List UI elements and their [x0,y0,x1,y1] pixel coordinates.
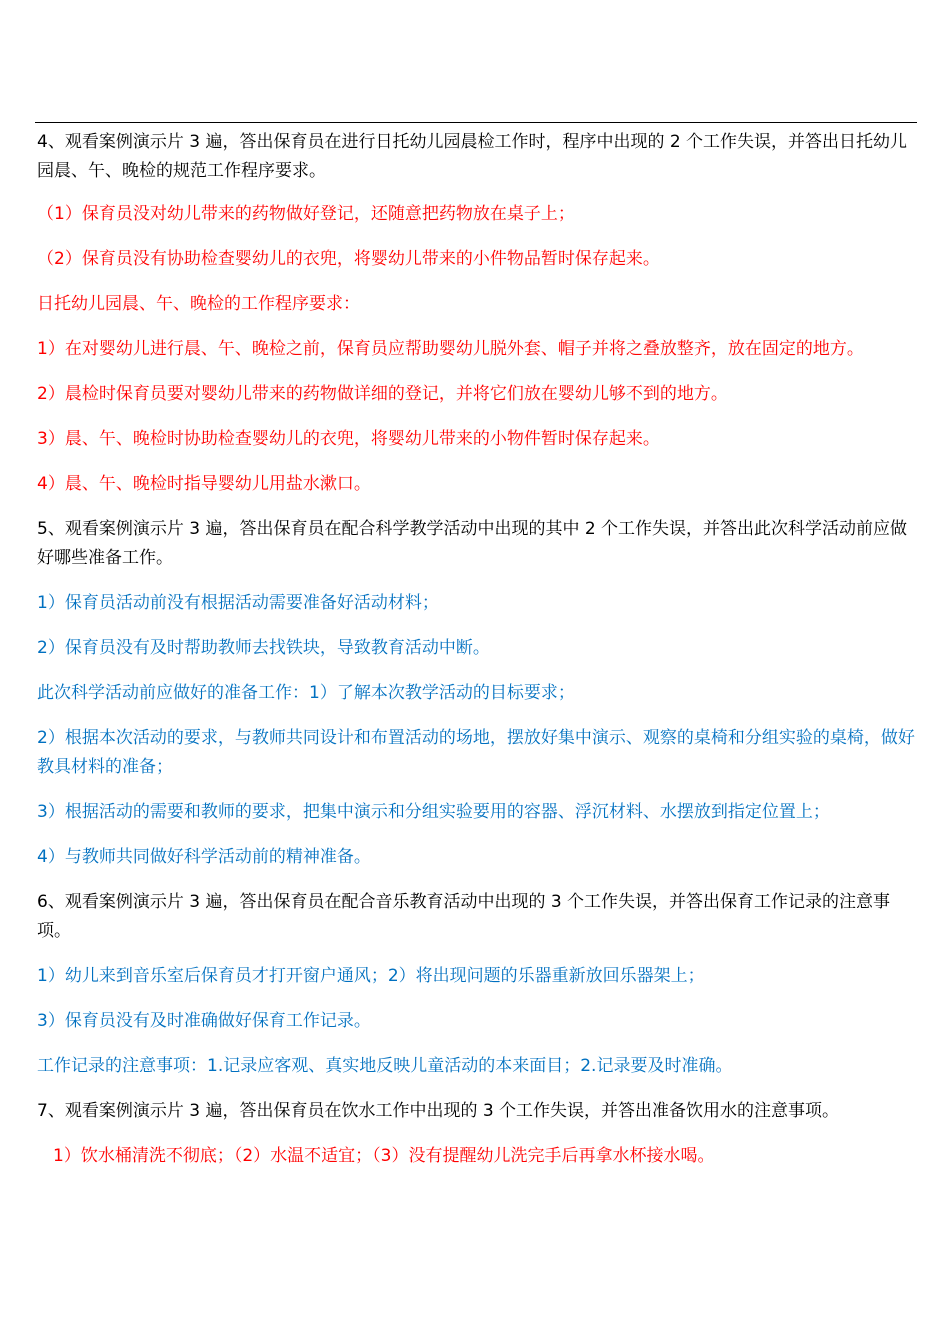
answer-5-item-2: 2）保育员没有及时帮助教师去找铁块，导致教育活动中断。 [37,638,490,658]
question-6: 6、观看案例演示片 3 遍，答出保育员在配合音乐教育活动中出现的 3 个工作失误，并答出保育工作记录的注意事项。 [37,892,891,941]
answer-4-step-1: 1）在对婴幼儿进行晨、午、晚检之前，保育员应帮助婴幼儿脱外套、帽子并将之叠放整齐，放在固定的地方。 [37,339,864,359]
answer-6-item-3: 3）保育员没有及时准确做好保育工作记录。 [37,1011,371,1031]
answer-5-item-1: 1）保育员活动前没有根据活动需要准备好活动材料； [37,593,439,613]
question-4: 4、观看案例演示片 3 遍，答出保育员在进行日托幼儿园晨检工作时，程序中出现的 2 个工作失误，并答出日托幼儿园晨、午、晚检的规范工作程序要求。 [37,132,908,181]
answer-5-prep-heading: 此次科学活动前应做好的准备工作：1）了解本次教学活动的目标要求； [37,683,575,703]
answer-5-prep-3: 3）根据活动的需要和教师的要求，把集中演示和分组实验要用的容器、浮沉材料、水摆放到指定位置上； [37,802,830,822]
answer-7: 1）饮水桶清洗不彻底；（2）水温不适宜；（3）没有提醒幼儿洗完手后再拿水杯接水喝。 [53,1146,715,1166]
answer-6-items-1-2: 1）幼儿来到音乐室后保育员才打开窗户通风；2）将出现问题的乐器重新放回乐器架上； [37,966,705,986]
answer-4-step-4: 4）晨、午、晚检时指导婴幼儿用盐水漱口。 [37,474,371,494]
header-rule [35,122,917,123]
answer-4-item-2: （2）保育员没有协助检查婴幼儿的衣兜，将婴幼儿带来的小件物品暂时保存起来。 [37,249,660,269]
answer-4-step-3: 3）晨、午、晚检时协助检查婴幼儿的衣兜，将婴幼儿带来的小物件暂时保存起来。 [37,429,660,449]
answer-4-item-1: （1）保育员没对幼儿带来的药物做好登记，还随意把药物放在桌子上； [37,204,575,224]
answer-4-step-2: 2）晨检时保育员要对婴幼儿带来的药物做详细的登记，并将它们放在婴幼儿够不到的地方。 [37,384,728,404]
answer-5-prep-2: 2）根据本次活动的要求，与教师共同设计和布置活动的场地，摆放好集中演示、观察的桌椅和分组实验的桌椅，做好教具材料的准备； [37,728,915,777]
answer-4-heading: 日托幼儿园晨、午、晚检的工作程序要求： [37,294,360,314]
answer-5-prep-4: 4）与教师共同做好科学活动前的精神准备。 [37,847,371,867]
question-5: 5、观看案例演示片 3 遍，答出保育员在配合科学教学活动中出现的其中 2 个工作失误，并答出此次科学活动前应做好哪些准备工作。 [37,519,908,568]
question-7: 7、观看案例演示片 3 遍，答出保育员在饮水工作中出现的 3 个工作失误，并答出准备饮用水的注意事项。 [37,1101,840,1121]
answer-6-notes: 工作记录的注意事项：1.记录应客观、真实地反映儿童活动的本来面目；2.记录要及时准确。 [37,1056,733,1076]
document-body [37,128,917,1171]
